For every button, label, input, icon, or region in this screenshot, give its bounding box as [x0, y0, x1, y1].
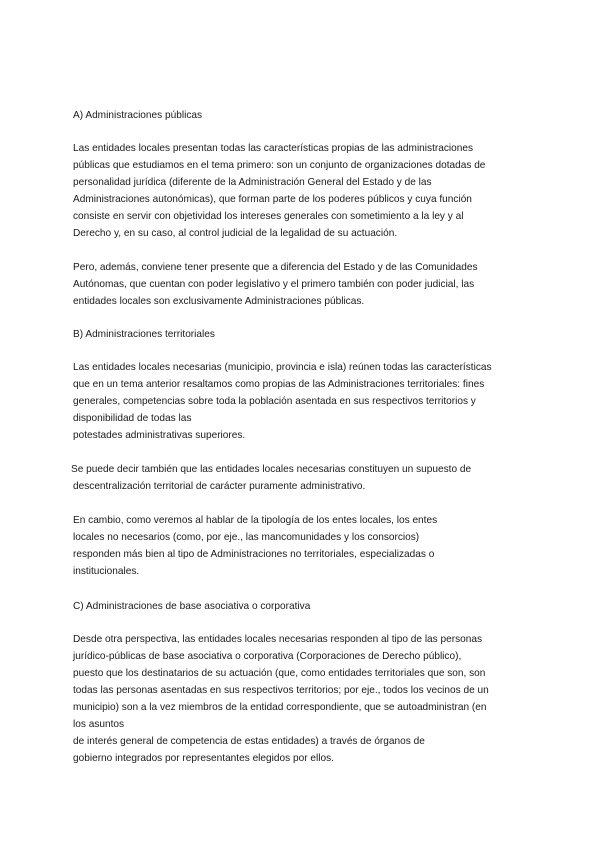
section-a-p1-line: consiste en servir con objetividad los intereses generales con sometimiento a la ley y al — [73, 211, 464, 222]
section-b-p1-line: Las entidades locales necesarias (municipio, provincia e isla) reúnen todas las características — [73, 362, 492, 373]
section-b-p3-line: En cambio, como veremos al hablar de la tipología de los entes locales, los entes — [73, 515, 438, 526]
section-c-p1-line: los asuntos — [73, 719, 125, 730]
section-b-p1-line: disponibilidad de todas las — [73, 413, 192, 424]
section-a-p2-line: Autónomas, que cuentan con poder legislativo y el primero también con poder judicial, las — [73, 279, 475, 290]
section-b-p2-line: Se puede decir también que las entidades locales necesarias constituyen un supuesto de — [71, 464, 472, 475]
section-a-p1-line: públicas que estudiamos en el tema primero: son un conjunto de organizaciones dotadas de — [73, 160, 486, 171]
section-a-p2-line: entidades locales son exclusivamente Administraciones públicas. — [73, 296, 365, 307]
section-c-p1-line: gobierno integrados por representantes elegidos por ellos. — [73, 753, 334, 764]
section-b-p1-line: generales, competencias sobre toda la población asentada en sus respectivos territorios y — [73, 396, 476, 407]
section-b-p3-line: institucionales. — [73, 566, 140, 577]
section-a-p1-line: Las entidades locales presentan todas las características propias de las administraciones — [73, 143, 474, 154]
section-c-p1-line: jurídico-públicas de base asociativa o corporativa (Corporaciones de Derecho público), — [73, 651, 462, 662]
section-c-heading: C) Administraciones de base asociativa o corporativa — [73, 601, 311, 612]
section-b-p2-line: descentralización territorial de carácter puramente administrativo. — [73, 481, 366, 492]
section-b-p1-line: potestades administrativas superiores. — [73, 430, 246, 441]
section-b-heading: B) Administraciones territoriales — [73, 329, 215, 340]
section-a-p2-line: Pero, además, conviene tener presente que a diferencia del Estado y de las Comunidades — [73, 262, 478, 273]
section-b-p3-line: responden más bien al tipo de Administraciones no territoriales, especializadas o — [73, 549, 435, 560]
section-b-p1-line: que en un tema anterior resaltamos como propias de las Administraciones territoriales: fines — [73, 379, 485, 390]
section-a-p1-line: Administraciones autonómicas), que forman parte de los poderes públicos y cuya función — [73, 194, 472, 205]
section-a-p1-line: Derecho y, en su caso, al control judicial de la legalidad de su actuación. — [73, 228, 398, 239]
section-c-p1-line: puesto que los destinatarios de su actuación (que, como entidades territoriales que son, son — [73, 668, 486, 679]
section-a-heading: A) Administraciones públicas — [73, 110, 203, 121]
section-b-p3-line: locales no necesarios (como, por eje., las mancomunidades y los consorcios) — [73, 532, 420, 543]
section-c-p1-line: municipio) son a la vez miembros de la entidad correspondiente, que se autoadministran (en — [73, 702, 487, 713]
section-c-p1-line: Desde otra perspectiva, las entidades locales necesarias responden al tipo de las personas — [73, 634, 483, 645]
section-c-p1-line: todas las personas asentadas en sus respectivos territorios; por eje., todos los vecinos de un — [73, 685, 489, 696]
section-a-p1-line: personalidad jurídica (diferente de la Administración General del Estado y de las — [73, 177, 432, 188]
section-c-p1-line: de interés general de competencia de estas entidades) a través de órganos de — [73, 736, 425, 747]
